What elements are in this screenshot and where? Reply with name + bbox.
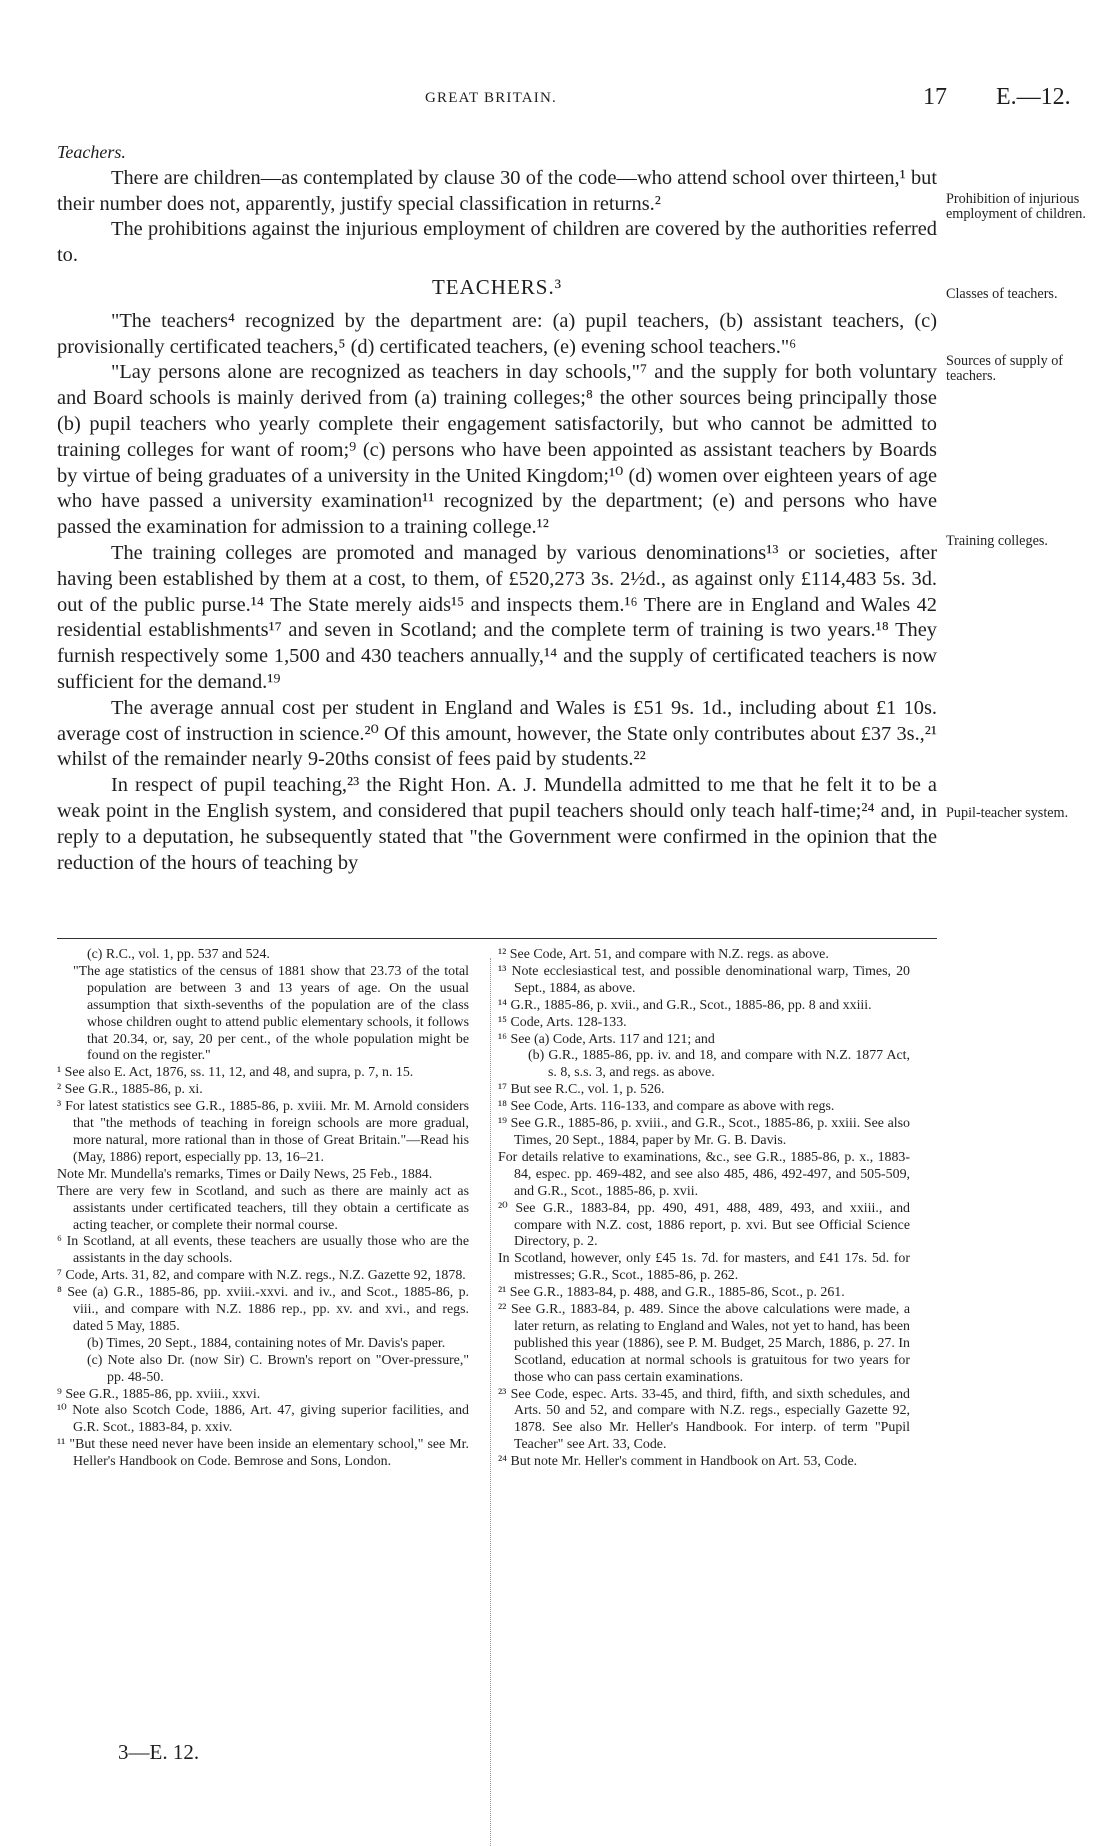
footnote: (c) R.C., vol. 1, pp. 537 and 524.	[87, 947, 270, 962]
footnote: ²¹ See G.R., 1883-84, p. 488, and G.R., 1885-86, Scot., p. 261.	[498, 1285, 845, 1301]
margin-note: Pupil-teacher system.	[946, 805, 1069, 821]
section-label: Teachers.	[57, 142, 126, 162]
footnote: ¹⁴ G.R., 1885-86, p. xvii., and G.R., Scot., 1885-86, pp. 8 and xxiii.	[498, 997, 872, 1013]
footnote: (b) Times, 20 Sept., 1884, containing notes of Mr. Davis's paper.	[87, 1335, 446, 1351]
main-text	[57, 140, 937, 876]
footnote: In Scotland, however, only £45 1s. 7d. for masters, and £41 17s. 5d. for mistresses; G.R., Scot., 1885-86, p. 262.	[498, 1251, 910, 1284]
footnote: ¹⁷ But see R.C., vol. 1, p. 526.	[498, 1082, 665, 1098]
footnote: ¹⁹ See G.R., 1885-86, p. xviii., and G.R., Scot., 1885-86, p. xxiii. See also Times, 20 Sept., 1884, paper by Mr. G. B. Davis.	[498, 1116, 910, 1148]
section-heading: TEACHERS.³	[431, 274, 563, 299]
signature-mark: 3—E. 12.	[118, 1740, 200, 1764]
footnote: ⁸ See (a) G.R., 1885-86, pp. xviii.-xxvi. and iv., and Scot., 1885-86, p. viii., and compare with N.Z. 1886 rep., pp. xv. and xvi., and regs. dated 5 May, 1885.	[57, 1285, 469, 1334]
report-reference: E.—12.	[996, 84, 1071, 110]
margin-note: Prohibition of injurious employment of children.	[946, 191, 1086, 222]
footnote: ¹ See also E. Act, 1876, ss. 11, 12, and 48, and supra, p. 7, n. 15.	[57, 1065, 414, 1081]
footnote: ¹² See Code, Art. 51, and compare with N.Z. regs. as above.	[498, 947, 829, 962]
footnote: ⁹ See G.R., 1885-86, pp. xviii., xxvi.	[57, 1386, 261, 1402]
footnote: ²⁴ But note Mr. Heller's comment in Handbook on Art. 53, Code.	[498, 1454, 858, 1470]
footnote: ¹¹ "But these need never have been inside an elementary school," see Mr. Heller's Handbook on Code. Bemrose and Sons, London.	[57, 1437, 469, 1470]
page-number: 17	[923, 84, 947, 110]
footnotes-left-column	[57, 947, 469, 1471]
footnote: (b) G.R., 1885-86, pp. iv. and 18, and compare with N.Z. 1877 Act, s. 8, s.s. 3, and regs. as above.	[528, 1048, 910, 1081]
paragraph: "The teachers⁴ recognized by the department are: (a) pupil teachers, (b) assistant teachers, (c) provisionally certificated teachers,⁵ (d) certificated teachers, (e) evening school teachers."⁶	[57, 309, 937, 358]
paragraph: There are children—as contemplated by clause 30 of the code—who attend school over thirteen,¹ but their number does not, apparently, justify special classification in returns.²	[57, 166, 937, 215]
footnote: ⁶ In Scotland, at all events, these teachers are usually those who are the assistants in the day schools.	[57, 1234, 469, 1267]
footnote: ¹³ Note ecclesiastical test, and possible denominational warp, Times, 20 Sept., 1884, as above.	[498, 963, 910, 996]
footnote: There are very few in Scotland, and such as there are mainly act as assistants under certificated teachers, till they obtain a certificate as acting teacher, or complete their normal course.	[57, 1183, 469, 1233]
paragraph: The prohibitions against the injurious employment of children are covered by the authorities referred to.	[57, 218, 937, 267]
footnote: Note Mr. Mundella's remarks, Times or Daily News, 25 Feb., 1884.	[57, 1166, 433, 1182]
footnote: ¹⁰ Note also Scotch Code, 1886, Art. 47, giving superior facilities, and G.R. Scot., 1883-84, p. xxiv.	[57, 1403, 469, 1436]
footnote-rule	[57, 938, 937, 939]
paragraph: In respect of pupil teaching,²³ the Right Hon. A. J. Mundella admitted to me that he felt it to be a weak point in the English system, and considered that pupil teachers should only teach half-time;²⁴ and, in reply to a deputation, he subsequently stated that "the Government were confirmed in the opinion that the reduction of the hours of teaching by	[57, 774, 937, 874]
footnote: (c) Note also Dr. (now Sir) C. Brown's report on "Over-pressure," pp. 48-50.	[87, 1352, 469, 1385]
paragraph: The training colleges are promoted and managed by various denominations¹³ or societies, after having been established by them at a cost, to them, of £520,273 3s. 2½d., as against only £114,483 5s. 3d. out of the public purse.¹⁴ The State merely aids¹⁵ and inspects them.¹⁶ There are in England and Wales 42 residential establishments¹⁷ and seven in Scotland; and the complete term of training is two years.¹⁸ They furnish respectively some 1,500 and 430 teachers annually,¹⁴ and the supply of certificated teachers is now sufficient for the demand.¹⁹	[57, 541, 937, 693]
footnote: ² See G.R., 1885-86, p. xi.	[57, 1082, 203, 1098]
footnote: ¹⁸ See Code, Arts. 116-133, and compare as above with regs.	[498, 1099, 835, 1115]
running-title: GREAT BRITAIN.	[425, 90, 557, 106]
margin-note: Classes of teachers.	[946, 286, 1058, 302]
footnote: ²² See G.R., 1883-84, p. 489. Since the above calculations were made, a later return, as relating to England and Wales, not yet to hand, has been published this year (1886), see P. M. Budget, 25 March, 1886, p. 27. In Scotland, education at normal schools is gratuitous for two years for those who can pass certain examinations.	[498, 1302, 910, 1385]
column-divider	[490, 958, 491, 1846]
footnote: ¹⁵ Code, Arts. 128-133.	[498, 1014, 627, 1030]
footnote: ⁷ Code, Arts. 31, 82, and compare with N.Z. regs., N.Z. Gazette 92, 1878.	[57, 1268, 466, 1284]
footnote: ¹⁶ See (a) Code, Arts. 117 and 121; and	[498, 1031, 715, 1047]
footnote: ³ For latest statistics see G.R., 1885-86, p. xviii. Mr. M. Arnold considers that "the methods of teaching in foreign schools are more gradual, more natural, more rational than in those of Great Britain."—Read his (May, 1886) report, especially pp. 13, 16–21.	[57, 1099, 469, 1165]
footnote: "The age statistics of the census of 1881 show that 23.73 of the total population are between 3 and 13 years of age. On the usual assumption that sixth-sevenths of the population are of the class whose children ought to attend public elementary schools, it follows that 20.34, or, say, 20 per cent., of the whole population might be found on the register."	[73, 963, 469, 1064]
paragraph: "Lay persons alone are recognized as teachers in day schools,"⁷ and the supply for both voluntary and Board schools is mainly derived from (a) training colleges;⁸ the other sources being principally those (b) pupil teachers who yearly complete their engagement satisfactorily, but who cannot be admitted to training colleges for want of room;⁹ (c) persons who have been appointed as assistant teachers by Boards by virtue of being graduates of a university in the United Kingdom;¹⁰ (d) women over eighteen years of age who have passed a university examination¹¹ recognized by the department; (e) and persons who have passed the examination for admission to a training college.¹²	[57, 361, 937, 539]
footnotes-right-column	[498, 947, 910, 1471]
paragraph: The average annual cost per student in England and Wales is £51 9s. 1d., including about £1 10s. average cost of instruction in science.²⁰ Of this amount, however, the State only contributes about £37 3s.,²¹ whilst of the remainder nearly 9-20ths consist of fees paid by students.²²	[57, 696, 937, 771]
footnote: ²³ See Code, espec. Arts. 33-45, and third, fifth, and sixth schedules, and Arts. 50 and 52, and compare with N.Z. regs., especially Gazette 92, 1878. See also Mr. Heller's Handbook. For interp. of term "Pupil Teacher" see Art. 33, Code.	[498, 1386, 910, 1453]
footnote: For details relative to examinations, &c., see G.R., 1885-86, p. x., 1883-84, espec. pp. 469-482, and see also 485, 486, 492-497, and 505-509, and G.R., Scot., 1885-86, p. xvii.	[498, 1149, 910, 1199]
margin-note: Training colleges.	[946, 533, 1048, 549]
footnote: ²⁰ See G.R., 1883-84, pp. 490, 491, 488, 489, 493, and xxiii., and compare with N.Z. cost, 1886 report, p. xvi. But see Official Science Directory, p. 2.	[498, 1200, 910, 1250]
margin-note: Sources of supply of teachers.	[946, 353, 1064, 384]
